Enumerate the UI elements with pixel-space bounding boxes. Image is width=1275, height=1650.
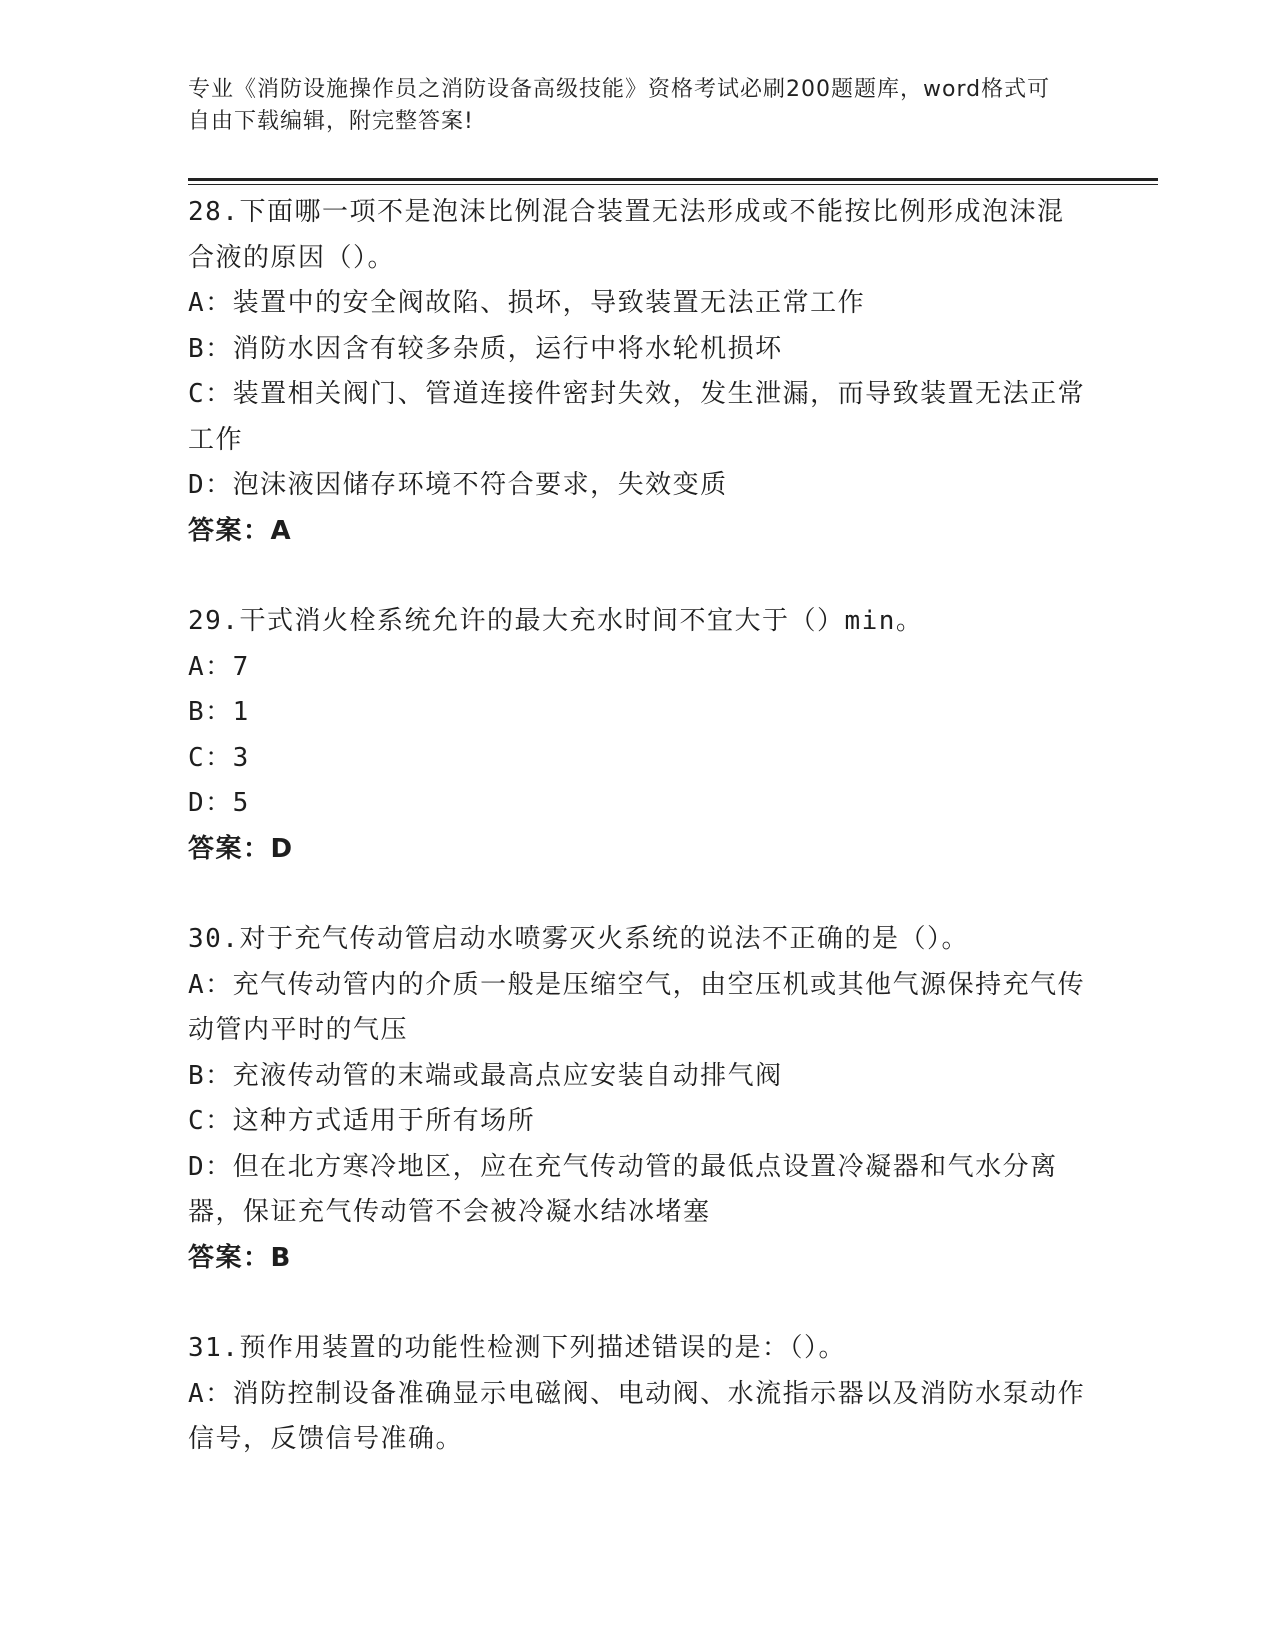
option-a: A：7	[188, 651, 250, 682]
option-d: D：5	[188, 788, 250, 818]
header-divider-thin	[188, 184, 1158, 185]
question-stem: 29.干式消火栓系统允许的最大充水时间不宜大于（）min。	[188, 606, 924, 636]
answer-line: 答案：B	[188, 1242, 292, 1273]
question-28	[188, 190, 1088, 554]
option-d: D：泡沫液因储存环境不符合要求，失效变质	[188, 470, 728, 500]
question-list	[188, 190, 1088, 1508]
option-b: B：1	[188, 697, 250, 727]
answer-line: 答案：D	[188, 833, 294, 864]
option-a: A：装置中的安全阀故陷、损坏，导致装置无法正常工作	[188, 288, 866, 318]
question-29	[188, 599, 1088, 872]
option-c: C：装置相关阀门、管道连接件密封失效，发生泄漏，而导致装置无法正常工作	[188, 379, 1086, 455]
option-c: C：3	[188, 742, 250, 773]
question-31	[188, 1326, 1088, 1463]
question-stem: 30.对于充气传动管启动水喷雾灭火系统的说法不正确的是（）。	[188, 924, 969, 954]
option-b: B：消防水因含有较多杂质，运行中将水轮机损坏	[188, 333, 783, 364]
question-stem: 31.预作用装置的功能性检测下列描述错误的是：（）。	[188, 1333, 846, 1363]
question-stem: 28.下面哪一项不是泡沫比例混合装置无法形成或不能按比例形成泡沫混合液的原因（）。	[188, 197, 1065, 273]
option-c: C：这种方式适用于所有场所	[188, 1106, 536, 1136]
header-divider-thick	[188, 178, 1158, 181]
option-a: A：消防控制设备准确显示电磁阀、电动阀、水流指示器以及消防水泵动作信号，反馈信号准确。	[188, 1378, 1086, 1454]
option-a: A：充气传动管内的介质一般是压缩空气，由空压机或其他气源保持充气传动管内平时的气压	[188, 969, 1086, 1045]
question-30	[188, 917, 1088, 1281]
answer-line: 答案：A	[188, 515, 293, 546]
option-b: B：充液传动管的末端或最高点应安装自动排气阀	[188, 1060, 783, 1091]
document-header: 专业《消防设施操作员之消防设备高级技能》资格考试必刷200题题库，word格式可自由下载编辑，附完整答案!	[188, 77, 1051, 134]
option-d: D：但在北方寒冷地区，应在充气传动管的最低点设置冷凝器和气水分离器，保证充气传动管不会被冷凝水结冰堵塞	[188, 1151, 1058, 1227]
